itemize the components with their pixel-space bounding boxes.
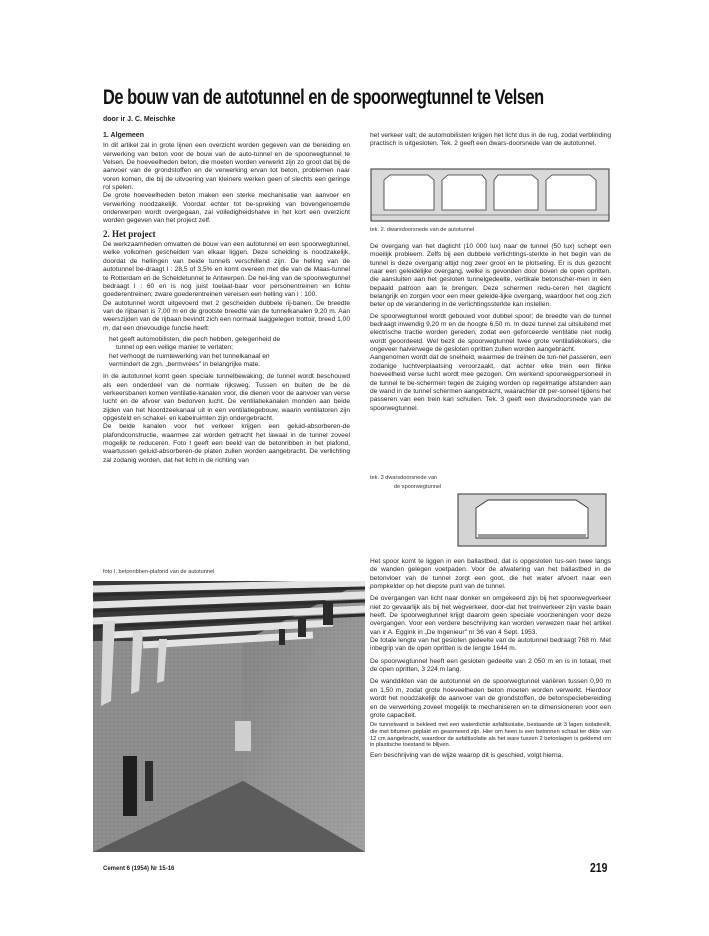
paragraph: De spoorwegtunnel wordt gebouwd voor dubbel spoor; de breedte van de tunnel bedraagt inwendig 9,20 m en de hoogte 6,50 m. In deze tunnel zal uitsluitend met electrische tractie worden gereden, zodat een geforceerde ventilatie niet nodig wordt geoordeeld. Wel bezit de spoorwegtunnel twee grote ventilatiekokers, die ongeveer halverwege de gesloten opritten zullen worden aangebracht. xyxy=(370,312,611,354)
paragraph: het verkeer valt; de automobilisten krijgen het licht dus in de rug, zodat verblinding practisch is uitgesloten. Tek. 2 geeft een dwars-doorsnede van de autotunnel. xyxy=(370,132,611,148)
right-column-bottom xyxy=(370,558,611,760)
figure-2-caption: tek. 2. dwarsdoorsnede van de autotunnel xyxy=(370,227,475,233)
paragraph: Het spoor komt te liggen in een ballastbed, dat is opgesloten tus-sen twee langs de wanden gelegen voetpaden. Voor de afwatering van het ballastbed in de betonvloer van de tunnel zorgt een goot, die het water afvoert naar een pompkelder op het diepste punt van de tunnel. xyxy=(370,558,611,591)
journal-footer: Cement 6 (1954) Nr 15-16 xyxy=(103,866,175,872)
paragraph: Een beschrijving van de wijze waarop dit is geschied, volgt hierna. xyxy=(370,752,564,759)
paragraph: De beide kanalen voor het verkeer krijgen een geluid-absorberen-de plafondconstructie, waarmee zal worden getracht het lawaai in de tunnel zoveel mogelijk te reduceren. Foto I geeft een beeld van de betonribben in het plafond, waartussen geluid-absorberen-de platen zullen worden aangebracht. De verlichting zal zodanig worden, dat het licht in de richting van xyxy=(103,423,350,464)
paragraph: De spoorwegtunnel heeft een gesloten gedeelte van 2 050 m en is in totaal, met de open opritten, 3 224 m lang. xyxy=(370,657,611,674)
figure-3-caption-line1: tek. 3 dwarsdoorsnede van xyxy=(370,475,438,481)
section-2-heading: 2. Het project xyxy=(103,228,156,239)
right-column-middle xyxy=(370,243,611,413)
photo-caption: foto I. betonribben-plafond van de autotunnel xyxy=(103,569,215,575)
paragraph: De wanddikten van de autotunnel en de spoorwegtunnel variëren tussen 0,90 m en 1,50 m, zodat grote hoeveelheden beton moeten worden verwerkt. Hierdoor wordt het noodzakelijk de aanvoer van de grondstoffen, de betonspeciebereiding en de verwerking zoveel mogelijk te mechaniseren en te dimensioneren voor een grote capaciteit. xyxy=(370,678,611,719)
list-item: vermindert de zgn. „bermvrees" in belangrijke mate. xyxy=(109,360,261,368)
page-number: 219 xyxy=(590,860,608,875)
auto-tunnel-cross-section-drawing xyxy=(370,166,610,223)
author-line: door ir J. C. Meischke xyxy=(103,116,176,123)
footnote: De tunnelwand is bekleed met een waterdichte asfaltisolatie, bestaande uit 3 lagen isolatievilt, die met bitumen geplakt en geasmeerd zijn. Hier om heen is een betonnen schaal ter dikte van 12 cm aangebracht, waardoor de asfaltisolatie als het ware tussen 2 betonlagen is geklemd om in plastische toestand te blijven. xyxy=(370,722,611,749)
paragraph: De grote hoeveelheden beton maken een sterke mechanisatie van aanvoer en verwerking noodzakelijk. Voordat echter tot be-spreking van bovengenoemde onderwerpen wordt overgegaan, zal volledigheidshalve in het kort een overzicht worden gegeven van het project zelf. xyxy=(103,192,350,225)
paragraph: De overgangen van licht naar donker en omgekeerd zijn bij het spoorwegverkeer niet zo gevaarlijk als bij het wegverkeer, door-dat het treinverkeer zijn vaste baan heeft. De spoorwegtunnel krijgt daarom geen speciale voorzieningen voor deze overgangen. Voor een verdere beschrijving kan worden verwezen naar het artikel van ir A. Eggink in „De Ingenieur" nr 36 van 4 Sept. 1953. xyxy=(370,595,611,636)
tunnel-ceiling-photo xyxy=(93,581,365,852)
list-item: tunnel op een veilige manier te verlaten; xyxy=(116,344,233,352)
paragraph: In de autotunnel komt geen speciale tunnelbewaking; de tunnel wordt beschouwd als een onderdeel van de normale rijksweg. Tussen en buiten de be de verkeersbanen komen ventilatie-kanalen voor, die dienen voor de aanvoer van verse lucht en de afvoer van bedorven lucht. De ventilatiekanalen monden aan beide zijden van het Noordzeekanaal uit in een ventilatiegebouw, waarin ventilatoren zijn opgesteld en schakel- en kabelruimten zijn ondergebracht. xyxy=(103,373,350,422)
paragraph: De totale lengte van het gesloten gedeelte van de autotunnel bedraagt 768 m. Met inbegrip van de open opritten is de lengte 1644 m. xyxy=(370,637,611,653)
right-column-top xyxy=(370,132,611,149)
figure-3-caption-line2: de spoorwegtunnel xyxy=(394,484,442,490)
paragraph: De overgang van het daglicht (10 000 lux) naar de tunnel (50 lux) schept een moeilijk probleem. Zelfs bij een dubbele verlichtings-sterkte in het begin van de tunnel is deze overgang altijd nog zeer groot en te plotseling. Er is dus gezocht naar een geleidelijke overgang, welke is gevonden door boven de open opritten, die aansluiten aan het gesloten tunnelgedeelte, vertikale betonscher-men in een bepaald patroon aan te brengen. Deze schermen redu-ceren het daglicht belangrijk en zorgen voor een meer geleide-lijke overgang, waardoor het oog zich beter op de verandering in de verlichtingssterkte kan instellen. xyxy=(370,243,611,309)
paragraph: Aangenomen wordt dat de snelheid, waarmee de treinen de tun-nel passeren, een zodanige luchtverplaatsing veroorzaakt, dat achter elke trein een flinke hoeveelheid verse lucht wordt mee gezogen. Om werkend spoorwegpersoneel in de tunnel te be-schermen tegen de zuiging worden op regelmatige afstanden aan de wand in de tunnel schermen aangebracht, waarachter dit per-soneel tijdens het passeren van een trein kan schuilen. Tek. 3 geeft een dwarsdoorsnede van de spoorwegtunnel. xyxy=(370,354,611,412)
section-1-heading: 1. Algemeen xyxy=(103,132,144,139)
rail-tunnel-cross-section-drawing xyxy=(454,490,610,550)
list-item: het geeft automobilisten, die pech hebben, gelegenheid de xyxy=(109,335,281,343)
paragraph: In dit artikel zal in grote lijnen een overzicht worden gegeven van de bereiding en verwerking van beton voor de bouw van de auto-tunnel en de spoorwegtunnel te Velsen. De hoeveelheden beton, die moeten worden verwerkt zijn zo groot dat bij de aanvoer van de grondstoffen en de verwerking ervan tot beton, problemen naar voren komen, die bij de uitvoering van kleinere werken geen of slechts een geringe rol spelen. xyxy=(103,142,350,192)
list-item: het verhoogt de ruimtewerking van het tunnelkanaal en xyxy=(109,352,270,360)
paragraph: De werkzaamheden omvatten de bouw van een autotunnel en een spoorwegtunnel, welke volkomen gescheiden van elkaar liggen. Deze scheiding is noodzakelijk, doordat de hellingen van beide tunnels verschillend zijn. De helling van de autotunnel be-draagt I : 28,5 of 3,5% en komt overeen met die van de Maas-tunnel te Rotterdam en de Scheldetunnel te Antwerpen. De hel-ling van de spoorwegtunnel bedraagt I : 60 en is nog juist toelaat-baar voor personentreinen en lichte goederentreinen; zware goederentreinen vereisen een helling van I : 100. xyxy=(103,241,350,299)
paragraph: De autotunnel wordt uitgevoerd met 2 gescheiden dubbele rij-banen. De breedte van de rijbanen is 7,00 m en de grootste breedte van de tunnelkanalen 9,20 m. Aan weerszijden van de rijbaan bevindt zich een normaal laaggelegen trottoir, breed 1,00 m, dat een drievoudige functie heeft: xyxy=(103,299,350,332)
article-title: De bouw van de autotunnel en de spoorwegtunnel te Velsen xyxy=(103,86,544,109)
left-column xyxy=(103,132,350,465)
